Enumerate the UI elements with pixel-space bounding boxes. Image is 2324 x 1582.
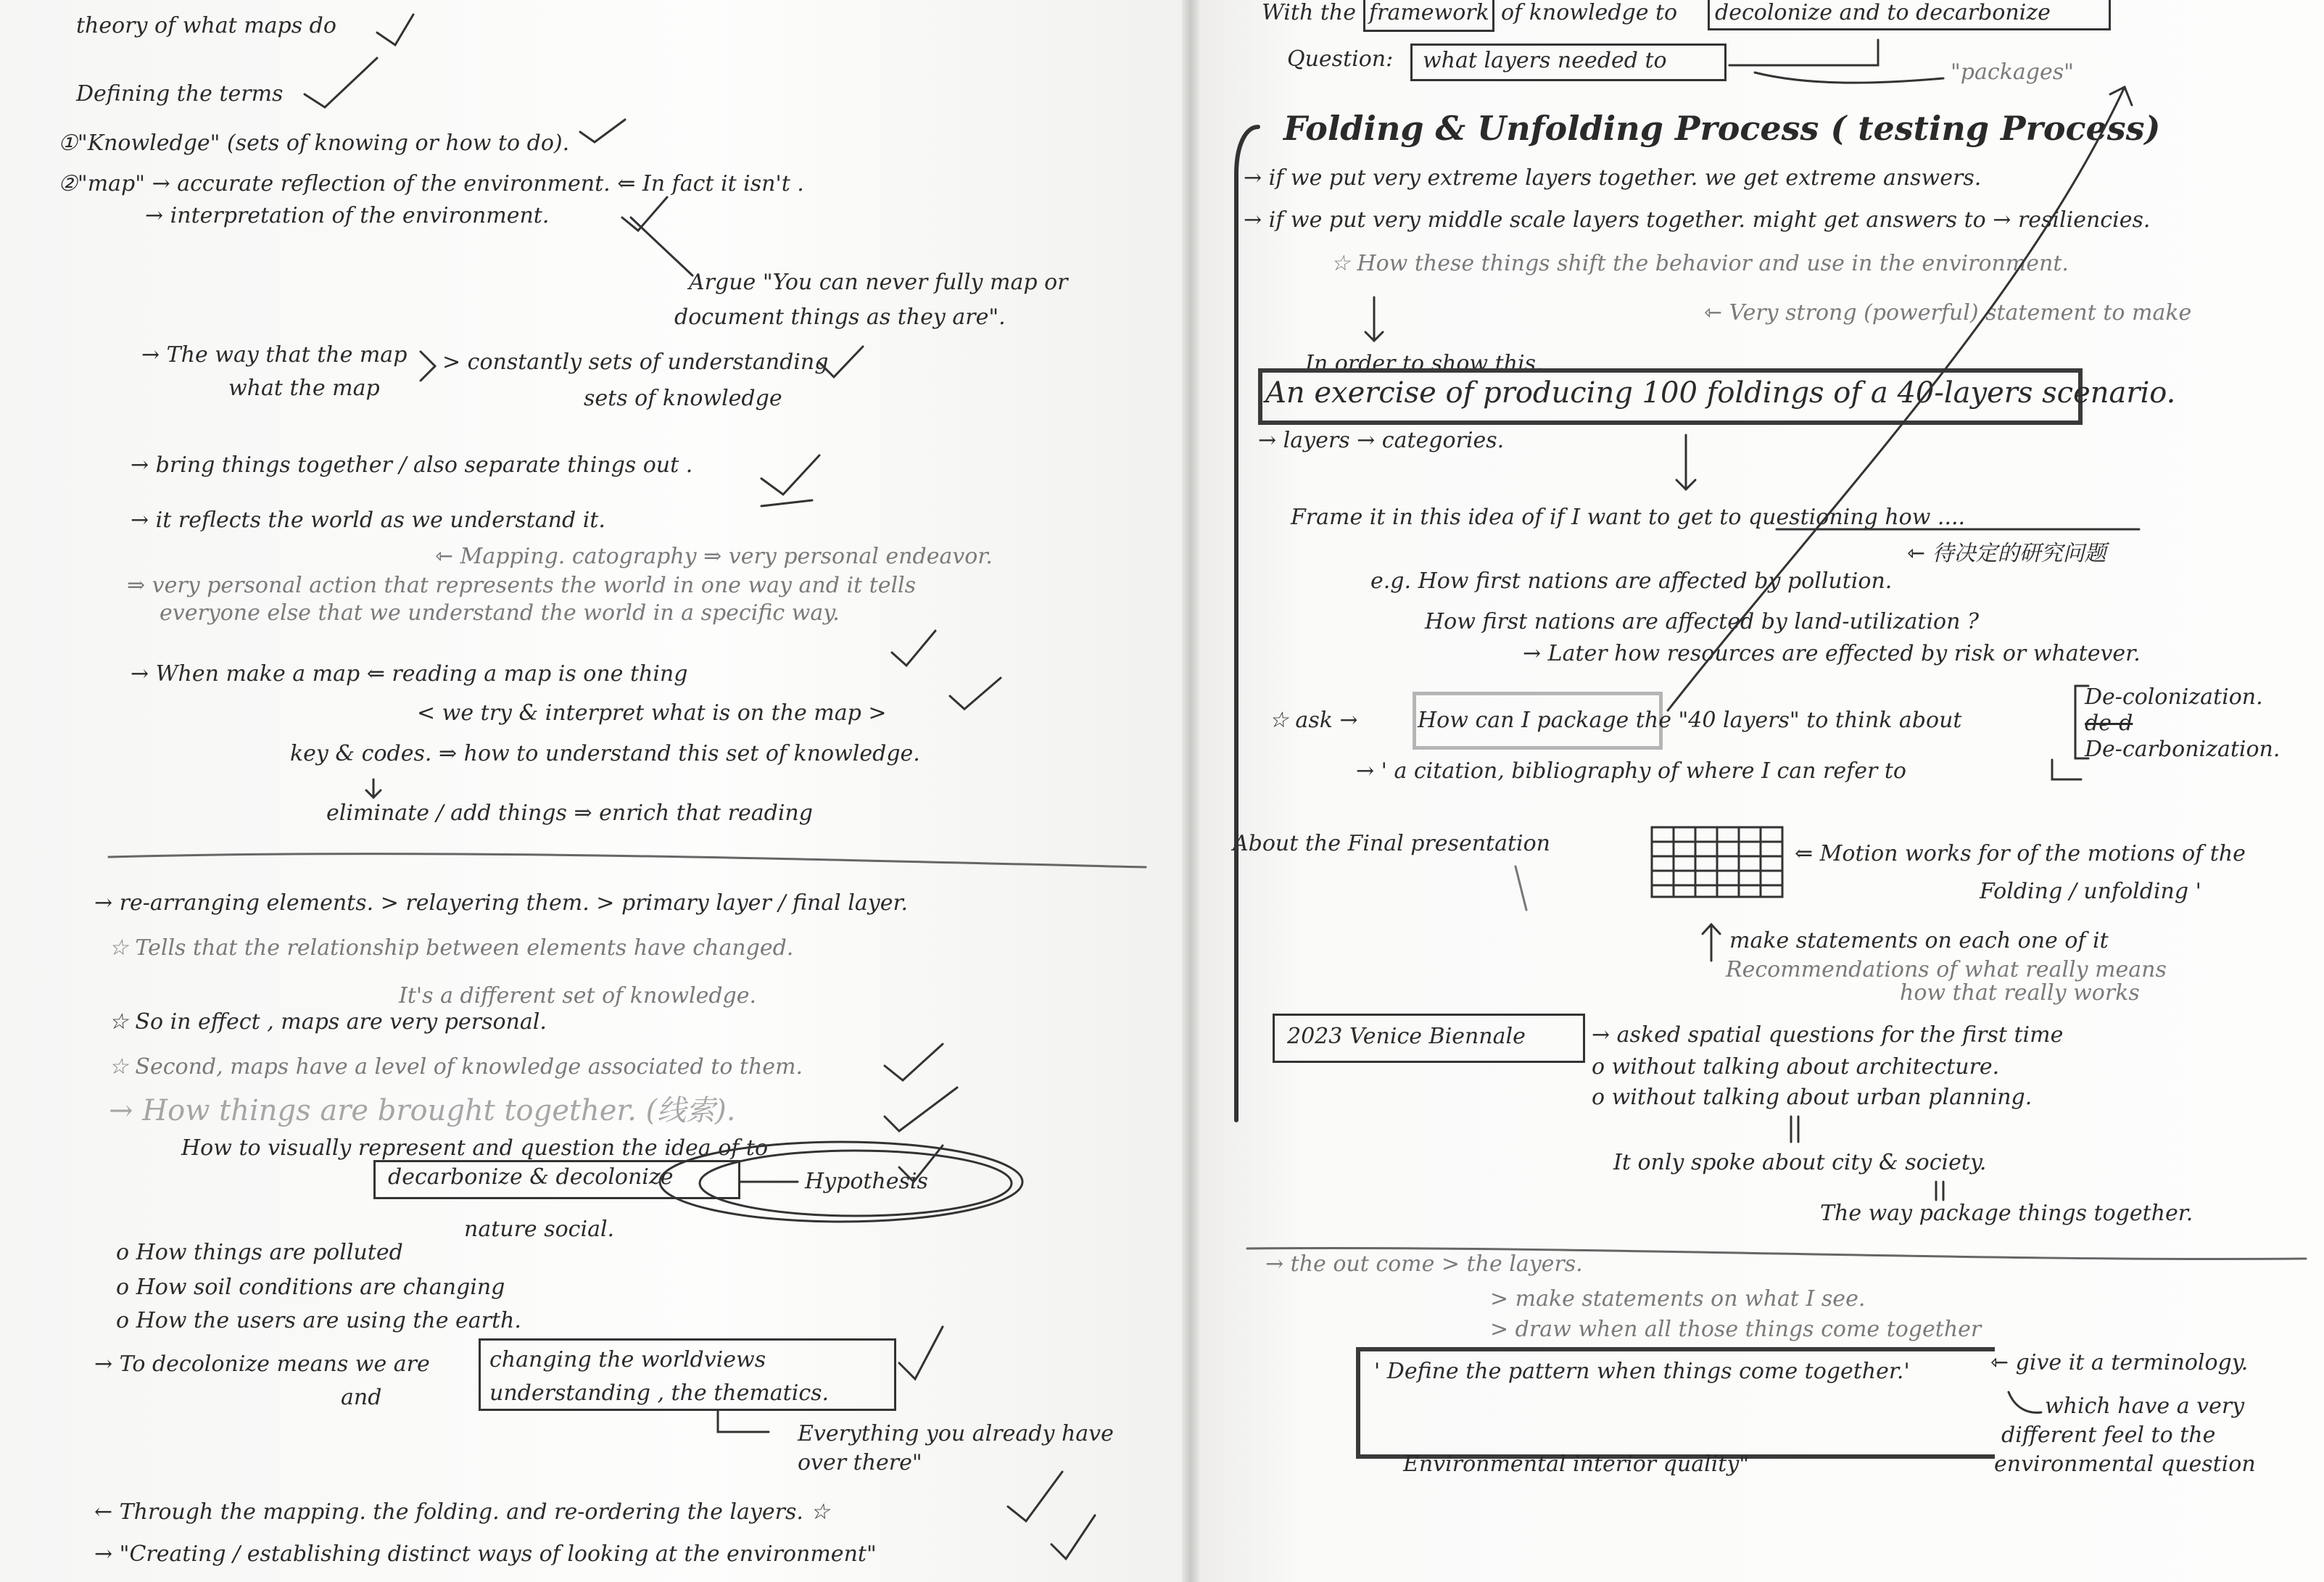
line-folding-unfolding: Folding / unfolding ' <box>1980 879 2201 904</box>
line-personal-action: ⇒ very personal action that represents the world in one way and it tells <box>127 573 917 598</box>
line-key-codes: key & codes. ⇒ how to understand this set of knowledge. <box>290 741 920 766</box>
line-argue-1: Argue "You can never fully map or <box>689 270 1068 295</box>
line-interpret: < we try & interpret what is on the map > <box>417 700 887 726</box>
heading-theory: theory of what maps do <box>76 13 336 38</box>
line-bring-together: → bring things together / also separate things out . <box>131 452 693 478</box>
line-very: which have a very <box>2045 1393 2245 1419</box>
line-relationship: ☆ Tells that the relationship between elements have changed. <box>109 935 794 961</box>
line-visually-represent: How to visually represent and question the idea of to <box>181 1135 769 1161</box>
line-frame-it: Frame it in this idea of if I want to get to questioning how .... <box>1291 505 1966 530</box>
line-map-def: ②"map" → accurate reflection of the environment. ⇐ In fact it isn't . <box>58 171 804 196</box>
line-through-mapping: ← Through the mapping. the folding. and re-ordering the layers. ☆ <box>94 1499 830 1525</box>
line-thematics: understanding , the thematics. <box>489 1380 830 1406</box>
line-without-urban: o without talking about urban planning. <box>1592 1085 2033 1110</box>
line-venice-biennale: 2023 Venice Biennale <box>1287 1024 1526 1049</box>
line-ask: ☆ ask → <box>1269 708 1358 733</box>
line-eliminate: eliminate / add things ⇒ enrich that reading <box>326 800 813 826</box>
line-how-brought: → How things are brought together. (线索). <box>109 1094 736 1127</box>
line-de-colonization: De-colonization. <box>2085 684 2263 710</box>
line-different-set: It's a different set of knowledge. <box>399 983 757 1009</box>
line-what-layers: what layers needed to <box>1423 48 1667 73</box>
line-make-statements: make statements on each one of it <box>1729 928 2109 953</box>
line-city-society: It only spoke about city & society. <box>1613 1150 1987 1175</box>
line-specific-way: everyone else that we understand the world in a specific way. <box>160 600 840 626</box>
line-final-presentation: About the Final presentation <box>1233 831 1551 856</box>
line-interpretation: → interpretation of the environment. <box>145 203 550 228</box>
line-mapping-personal: ⇽ Mapping. catography ⇒ very personal endeavor. <box>435 544 993 569</box>
line-middle-scale: → if we put very middle scale layers together. might get answers to → resiliencies. <box>1244 207 2151 233</box>
line-spatial-questions: → asked spatial questions for the first time <box>1592 1022 2064 1048</box>
line-shift-behavior: ☆ How these things shift the behavior and use in the environment. <box>1331 251 2069 276</box>
line-soil: o How soil conditions are changing <box>116 1275 505 1300</box>
line-motion-works: ⇐ Motion works for of the motions of the <box>1795 841 2246 866</box>
heading-folding-unfolding: Folding & Unfolding Process ( testing Process) <box>1283 109 2161 148</box>
line-chinese-note: ⇽ 待决定的研究问题 <box>1907 541 2106 566</box>
line-draw-together: > draw when all those things come together <box>1490 1317 1982 1342</box>
line-outcome-layers: → the out come > the layers. <box>1265 1251 1583 1277</box>
line-different-feel: different feel to the <box>2001 1422 2216 1448</box>
line-package-layers: How can I package the "40 layers" to think about <box>1418 708 1962 733</box>
line-defining-terms: Defining the terms <box>76 81 284 107</box>
line-sets-knowledge: sets of knowledge <box>584 386 782 411</box>
line-argue-2: document things as they are". <box>674 305 1006 330</box>
line-with-the: With the <box>1262 0 1356 25</box>
line-exercise: An exercise of producing 100 foldings of a 40-layers scenario. <box>1265 376 2176 410</box>
line-decolonize-decarbonize: decolonize and to decarbonize <box>1715 0 2051 25</box>
line-eg-pollution: e.g. How first nations are affected by pollution. <box>1370 568 1893 594</box>
line-make-map: → When make a map ⇐ reading a map is one thing <box>131 661 688 687</box>
line-terminology: ⇽ give it a terminology. <box>1990 1350 2249 1375</box>
line-nature-social: nature social. <box>464 1217 615 1242</box>
line-recommendations: Recommendations of what really means <box>1726 957 2167 982</box>
line-polluted: o How things are polluted <box>116 1240 403 1265</box>
line-users: o How the users are using the earth. <box>116 1308 521 1333</box>
line-maps-personal: ☆ So in effect , maps are very personal. <box>109 1009 547 1035</box>
line-really-works: how that really works <box>1900 980 2140 1006</box>
line-strong-statement: ⇽ Very strong (powerful) statement to make <box>1704 300 2192 326</box>
line-without-arch: o without talking about architecture. <box>1592 1054 2000 1080</box>
line-env-interior: Environmental interior quality" <box>1403 1451 1750 1477</box>
line-de-d: de-d <box>2085 711 2133 736</box>
line-extreme-layers: → if we put very extreme layers together. we get extreme answers. <box>1244 165 1982 191</box>
line-citation: → ' a citation, bibliography of where I can refer to <box>1356 758 1906 784</box>
line-way-map: → The way that the map <box>141 342 408 368</box>
right-notebook-page <box>1189 0 2324 1582</box>
line-second: ☆ Second, maps have a level of knowledge associated to them. <box>109 1054 803 1080</box>
line-define-pattern: ' Define the pattern when things come together.' <box>1374 1359 1910 1384</box>
line-what-map: what the map <box>228 376 380 401</box>
line-in-order: In order to show this. <box>1305 351 1543 376</box>
line-packages: "packages" <box>1951 59 2074 85</box>
line-everything: Everything you already have <box>798 1421 1114 1446</box>
line-of-knowledge: of knowledge to <box>1501 0 1678 25</box>
line-question: Question: <box>1287 46 1394 72</box>
line-worldviews: changing the worldviews <box>489 1347 766 1372</box>
line-rearranging: → re-arranging elements. > relayering them. > primary layer / final layer. <box>94 890 909 916</box>
line-decolonize-means: → To decolonize means we are <box>94 1351 430 1377</box>
line-knowledge-def: ①"Knowledge" (sets of knowing or how to do). <box>58 131 570 156</box>
line-make-statements-see: > make statements on what I see. <box>1490 1286 1866 1312</box>
line-constantly: > constantly sets of understanding <box>442 349 829 375</box>
line-reflects-world: → it reflects the world as we understand it. <box>131 508 605 533</box>
line-env-question: environmental question <box>1994 1451 2256 1477</box>
line-and: and <box>341 1385 382 1410</box>
line-later-resources: → Later how resources are effected by risk or whatever. <box>1523 641 2141 666</box>
line-framework: framework <box>1369 0 1489 25</box>
line-creating: → "Creating / establishing distinct ways of looking at the environment" <box>94 1541 877 1567</box>
line-land-util: How first nations are affected by land-utilization ? <box>1425 609 1980 634</box>
line-de-carbonization: De-carbonization. <box>2085 737 2280 762</box>
page-fold <box>1182 0 1199 1582</box>
line-layers-categories: → layers → categories. <box>1258 428 1505 453</box>
grid-sketch <box>1646 823 1787 903</box>
line-decarbonize: decarbonize & decolonize <box>388 1164 674 1190</box>
line-over-there: over there" <box>798 1450 922 1475</box>
line-hypothesis: Hypothesis <box>805 1169 928 1194</box>
line-package-together: The way package things together. <box>1820 1201 2193 1226</box>
